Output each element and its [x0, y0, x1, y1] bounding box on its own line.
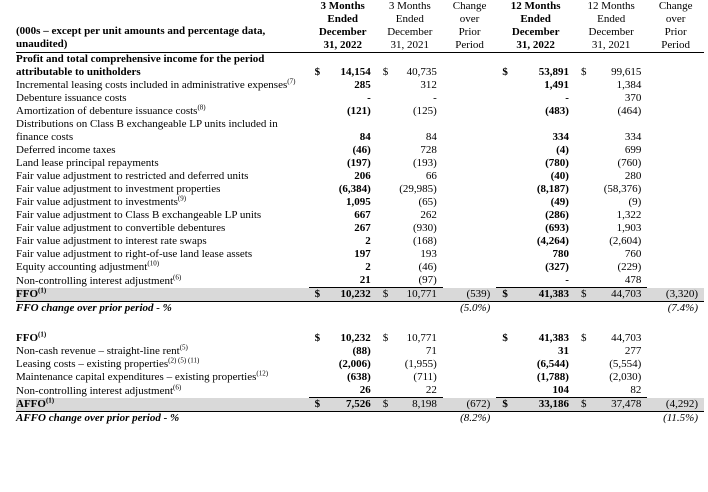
cell-q4-2021: (29,985): [399, 183, 437, 195]
cell-value: 7,526: [346, 398, 371, 410]
cell-fy-2022: -: [496, 274, 575, 288]
currency-symbol: $: [502, 66, 508, 78]
cell-q-change: (539): [443, 288, 496, 302]
cell-fy-2021: (229): [617, 261, 642, 273]
row-label: [16, 196, 309, 209]
row-label: Profit and total comprehensive income for the period attributable to unitholders: [16, 53, 309, 80]
currency-symbol: $: [580, 332, 587, 344]
header-col-q4-2021: [377, 0, 443, 53]
cell-q4-2022: 197: [354, 248, 371, 260]
table-row: [16, 384, 704, 398]
affo-total-row: [16, 398, 704, 412]
cell-fy-2022: (8,187): [536, 183, 569, 195]
header-col-q4-2022: [309, 0, 377, 53]
cell-fy-change: [647, 53, 704, 80]
cell-fy-change: [647, 157, 704, 170]
row-label: [16, 398, 309, 412]
table-row: [16, 157, 704, 170]
header-units-label: (000s – except per unit amounts and percentage data, unaudited): [16, 25, 266, 50]
affo-pct-row: [16, 412, 704, 426]
footnote-ref: (7): [287, 77, 296, 86]
currency-symbol: $: [314, 66, 321, 78]
header-text: Period: [455, 39, 484, 51]
row-label: Land lease principal repayments: [16, 157, 159, 169]
cell-fy-2022: (286): [545, 209, 569, 221]
cell-q-change: (5.0%): [460, 302, 491, 314]
row-label: Fair value adjustment to investment properties: [16, 183, 221, 195]
cell-fy-change: [647, 235, 704, 248]
cell-q4-2022: (46): [352, 144, 371, 156]
header-text: December: [588, 26, 634, 38]
footnote-ref: (10): [147, 259, 160, 268]
cell-q4-2021: [377, 288, 443, 302]
header-text: 31, 2022: [323, 39, 362, 51]
cell-fy-2021: (2,604): [609, 235, 642, 247]
cell-q4-2021: [377, 398, 443, 412]
cell-fy-2022: [496, 53, 575, 80]
cell-fy-change: [647, 261, 704, 274]
cell-q4-2021: (46): [418, 261, 437, 273]
cell-q-change: [443, 384, 496, 398]
header-text: Ended: [520, 13, 551, 25]
cell-fy-change: [647, 170, 704, 183]
cell-q4-2021: [377, 412, 443, 426]
cell-fy-change: (11.5%): [663, 412, 698, 424]
cell-q-change: [443, 235, 496, 248]
cell-q4-2022: (2,006): [338, 358, 371, 370]
cell-fy-2021: [575, 398, 647, 412]
cell-fy-2022: (780): [545, 157, 569, 169]
cell-q4-2021: 262: [420, 209, 437, 221]
row-label: Fair value adjustment to Class B exchangeable LP units: [16, 209, 262, 221]
cell-fy-2022: (693): [545, 222, 569, 234]
cell-fy-2021: 1,903: [616, 222, 642, 234]
cell-q4-2022: 267: [354, 222, 371, 234]
cell-q-change: [443, 209, 496, 222]
cell-fy-2021: [575, 288, 647, 302]
header-text: Prior: [458, 26, 481, 38]
header-text: Change: [658, 0, 693, 12]
table-row: [16, 196, 704, 209]
cell-q4-2021: (168): [413, 235, 437, 247]
cell-fy-2021: 370: [624, 92, 642, 104]
currency-symbol: $: [502, 332, 508, 344]
cell-q4-2022: [309, 53, 377, 80]
cell-q-change: [443, 183, 496, 196]
header-text: over: [459, 13, 480, 25]
cell-value: 10,771: [406, 288, 437, 300]
cell-fy-2021: (9): [628, 196, 642, 208]
cell-q4-2022: 84: [359, 131, 371, 143]
cell-q4-2022: 1,095: [346, 196, 371, 208]
footnote-ref: (12): [256, 369, 269, 378]
footnote-ref: (1): [38, 286, 47, 295]
label-text: Maintenance capital expenditures – existing properties: [16, 371, 257, 383]
currency-symbol: $: [314, 398, 321, 410]
table-row: [16, 209, 704, 222]
cell-value: 44,703: [611, 288, 642, 300]
row-label: Fair value adjustment to restricted and deferred units: [16, 170, 249, 182]
label-text: FFO: [16, 332, 38, 344]
cell-q4-2022: [309, 302, 377, 316]
row-label: [16, 79, 309, 92]
cell-value: 44,703: [611, 332, 642, 344]
currency-symbol: $: [314, 288, 321, 300]
row-label: Fair value adjustment to right-of-use land lease assets: [16, 248, 253, 260]
cell-value: 41,383: [538, 332, 569, 344]
cell-fy-2022: [496, 332, 575, 345]
label-text: Equity accounting adjustment: [16, 261, 148, 273]
cell-fy-2022: 104: [496, 384, 575, 398]
table-row: [16, 92, 704, 105]
label-text: Incremental leasing costs included in administrative expenses: [16, 79, 288, 91]
header-text: 31, 2021: [591, 39, 631, 51]
header-text: December: [387, 26, 433, 38]
cell-q4-2022: (197): [346, 157, 371, 169]
currency-symbol: $: [502, 288, 508, 300]
header-col-q-change: [443, 0, 496, 53]
cell-q4-2021: (97): [377, 274, 443, 288]
ffo-total-row: [16, 288, 704, 302]
spacer-row: [16, 315, 704, 332]
cell-q4-2022: (638): [346, 371, 371, 383]
cell-q-change: [443, 53, 496, 80]
cell-fy-change: (4,292): [647, 398, 704, 412]
cell-fy-change: [647, 274, 704, 288]
cell-q-change: [443, 358, 496, 371]
row-label: [16, 261, 309, 274]
label-text: FFO: [16, 288, 38, 300]
cell-fy-2021: 760: [624, 248, 642, 260]
currency-symbol: $: [382, 66, 389, 78]
header-text: over: [665, 13, 686, 25]
cell-fy-2022: (6,544): [536, 358, 569, 370]
table-row: [16, 170, 704, 183]
cell-fy-2021: (760): [617, 157, 642, 169]
spacer-cell: [16, 315, 704, 332]
row-label: [16, 105, 309, 118]
cell-fy-2022: (327): [545, 261, 569, 273]
cell-value: 10,232: [340, 288, 371, 300]
table-row: [16, 222, 704, 235]
cell-q4-2022: 285: [354, 79, 371, 91]
label-text: Leasing costs – existing properties: [16, 358, 169, 370]
header-text: December: [511, 26, 560, 38]
cell-fy-change: (3,320): [647, 288, 704, 302]
cell-fy-change: [647, 144, 704, 157]
table-row: [16, 248, 704, 261]
footnote-ref: (9): [177, 194, 187, 203]
currency-symbol: $: [314, 332, 321, 344]
label-text: AFFO: [16, 398, 46, 410]
cell-q-change: [443, 248, 496, 261]
label-text: Fair value adjustment to investments: [16, 196, 178, 208]
currency-symbol: $: [502, 398, 508, 410]
cell-q4-2022: [309, 288, 377, 302]
ffo-pct-row: [16, 302, 704, 316]
table-row: [16, 144, 704, 157]
cell-fy-2021: (58,376): [603, 183, 642, 195]
cell-fy-change: [647, 248, 704, 261]
cell-q4-2021: [377, 302, 443, 316]
footnote-ref: (2) (5) (11): [168, 356, 200, 365]
cell-q-change: [443, 144, 496, 157]
footnote-ref: (1): [45, 396, 55, 405]
table-row: [16, 345, 704, 358]
cell-value: 10,232: [340, 332, 371, 344]
header-text: Period: [661, 39, 691, 51]
row-label: [16, 384, 309, 398]
table-row: [16, 235, 704, 248]
table-row: [16, 358, 704, 371]
cell-fy-2022: [496, 288, 575, 302]
cell-q4-2021: (65): [418, 196, 437, 208]
cell-q4-2022: [309, 332, 377, 345]
footnote-ref: (1): [38, 330, 47, 339]
row-label: AFFO change over prior period - %: [16, 412, 180, 424]
cell-fy-change: [647, 196, 704, 209]
cell-q4-2021: (1,955): [404, 358, 437, 370]
cell-fy-change: [647, 358, 704, 371]
row-label: Fair value adjustment to interest rate swaps: [16, 235, 207, 247]
cell-fy-2022: (4): [556, 144, 569, 156]
header-text: 3 Months: [320, 0, 365, 12]
label-text: Non-controlling interest adjustment: [16, 274, 174, 287]
cell-q-change: [443, 345, 496, 358]
table-row: [16, 53, 704, 80]
cell-fy-2022: (483): [545, 105, 569, 117]
cell-fy-2021: 478: [575, 274, 647, 288]
cell-fy-2021: 277: [624, 345, 642, 357]
cell-q4-2021: (193): [413, 157, 437, 169]
cell-fy-2022: -: [565, 92, 569, 104]
cell-value: 37,478: [611, 398, 642, 410]
table-row: [16, 261, 704, 274]
table-header-row: [16, 0, 704, 53]
header-text: Change: [452, 0, 487, 12]
header-col-fy-2021: [575, 0, 647, 53]
cell-q4-2021: 66: [425, 170, 437, 182]
cell-q4-2021: [377, 332, 443, 345]
cell-fy-change: [647, 79, 704, 92]
cell-q4-2022: 26: [309, 384, 377, 398]
cell-q-change: [443, 92, 496, 105]
cell-q4-2021: (711): [413, 371, 437, 383]
cell-fy-2022: [496, 398, 575, 412]
cell-fy-change: [647, 92, 704, 105]
footnote-ref: (6): [173, 272, 182, 281]
row-label: Fair value adjustment to convertible debentures: [16, 222, 226, 234]
cell-fy-2022: (40): [550, 170, 569, 182]
footnote-ref: (8): [197, 103, 206, 112]
cell-fy-change: [647, 371, 704, 384]
cell-fy-2022: (1,788): [536, 371, 569, 383]
row-label: Debenture issuance costs: [16, 92, 127, 104]
cell-q4-2021: 71: [425, 345, 437, 357]
cell-value: 41,383: [538, 288, 569, 300]
header-text: Ended: [327, 13, 358, 25]
currency-symbol: $: [382, 398, 389, 410]
table-row: [16, 332, 704, 345]
cell-fy-2021: 699: [624, 144, 642, 156]
cell-fy-change: [647, 105, 704, 118]
row-label: [16, 332, 309, 345]
header-text: Ended: [597, 13, 626, 25]
footnote-ref: (5): [179, 343, 188, 352]
cell-fy-2021: 1,384: [616, 79, 642, 91]
cell-fy-2021: [575, 302, 647, 316]
cell-q4-2022: 21: [309, 274, 377, 288]
cell-fy-change: [647, 118, 704, 144]
cell-q4-2021: 84: [425, 131, 437, 143]
row-label: FFO change over prior period - %: [16, 302, 172, 314]
cell-fy-2022: 334: [552, 131, 569, 143]
cell-q4-2021: 312: [420, 79, 437, 91]
cell-value: 53,891: [538, 66, 569, 78]
cell-fy-2022: 1,491: [544, 79, 569, 91]
cell-fy-change: [647, 222, 704, 235]
cell-q4-2022: (121): [346, 105, 371, 117]
cell-q-change: [443, 222, 496, 235]
cell-q-change: (672): [443, 398, 496, 412]
table-row: [16, 79, 704, 92]
cell-value: 99,615: [611, 66, 642, 78]
cell-fy-change: [647, 209, 704, 222]
cell-value: 40,735: [406, 66, 437, 78]
cell-q4-2022: 2: [365, 235, 371, 247]
table-row: [16, 371, 704, 384]
header-text: 12 Months: [587, 0, 635, 12]
row-label: Deferred income taxes: [16, 144, 116, 156]
cell-fy-2021: [575, 412, 647, 426]
currency-symbol: $: [580, 288, 587, 300]
currency-symbol: $: [580, 66, 587, 78]
header-text: 12 Months: [510, 0, 561, 12]
header-col-fy-2022: [496, 0, 575, 53]
cell-q4-2021: [377, 53, 443, 80]
cell-q-change: [443, 371, 496, 384]
cell-q-change: [443, 274, 496, 288]
label-text: Amortization of debenture issuance costs: [16, 105, 198, 117]
ffo-affo-reconciliation-table: [16, 0, 704, 425]
cell-fy-2022: [496, 302, 575, 316]
header-text: Ended: [395, 13, 424, 25]
cell-q-change: [443, 170, 496, 183]
cell-fy-2021: 82: [575, 384, 647, 398]
header-text: Prior: [664, 26, 687, 38]
cell-fy-2021: (5,554): [609, 358, 642, 370]
cell-q4-2022: [309, 412, 377, 426]
table-row: [16, 274, 704, 288]
header-text: 31, 2021: [390, 39, 430, 51]
cell-q-change: [443, 79, 496, 92]
label-text: Non-controlling interest adjustment: [16, 384, 174, 397]
footnote-ref: (6): [173, 382, 182, 391]
cell-q-change: (8.2%): [460, 412, 491, 424]
cell-value: 14,154: [340, 66, 371, 78]
cell-fy-2021: 1,322: [616, 209, 642, 221]
table-row: [16, 118, 704, 144]
cell-fy-change: [647, 345, 704, 358]
header-text: December: [318, 26, 367, 38]
header-text: 3 Months: [388, 0, 431, 12]
cell-q-change: [443, 332, 496, 345]
currency-symbol: $: [580, 398, 587, 410]
row-label: [16, 345, 309, 358]
cell-q-change: [443, 105, 496, 118]
cell-q4-2021: 22: [377, 384, 443, 398]
cell-q4-2022: 206: [354, 170, 371, 182]
cell-q4-2021: 728: [420, 144, 437, 156]
cell-fy-2022: [496, 412, 575, 426]
cell-q4-2021: -: [433, 92, 437, 104]
label-text: Non-cash revenue – straight-line rent: [16, 345, 180, 357]
cell-fy-2022: 31: [557, 345, 569, 357]
cell-fy-2021: (2,030): [609, 371, 642, 383]
header-text: 31, 2022: [516, 39, 555, 51]
row-label: [16, 371, 309, 384]
cell-q-change: [443, 196, 496, 209]
cell-q-change: [443, 261, 496, 274]
cell-fy-change: [647, 183, 704, 196]
cell-q-change: [443, 157, 496, 170]
cell-fy-change: (7.4%): [667, 302, 698, 314]
cell-q4-2022: 2: [365, 261, 371, 273]
row-label: Distributions on Class B exchangeable LP units included in finance costs: [16, 118, 278, 143]
cell-fy-2021: [575, 332, 647, 345]
row-label: [16, 274, 309, 288]
cell-fy-2021: (464): [617, 105, 642, 117]
cell-q4-2021: (125): [413, 105, 437, 117]
cell-q4-2021: 193: [420, 248, 437, 260]
cell-fy-2021: 280: [624, 170, 642, 182]
cell-fy-change: [647, 384, 704, 398]
cell-q4-2022: 667: [354, 209, 371, 221]
cell-q4-2022: -: [367, 92, 371, 104]
cell-fy-2022: (4,264): [536, 235, 569, 247]
cell-q4-2022: (6,384): [338, 183, 371, 195]
row-label: [16, 288, 309, 302]
cell-q4-2022: (88): [352, 345, 371, 357]
table-row: [16, 183, 704, 196]
currency-symbol: $: [382, 332, 389, 344]
cell-value: 10,771: [406, 332, 437, 344]
cell-value: 8,198: [412, 398, 437, 410]
cell-value: 33,186: [538, 398, 569, 410]
cell-q4-2021: (930): [413, 222, 437, 234]
header-col-fy-change: [647, 0, 704, 53]
table-row: [16, 105, 704, 118]
cell-q-change: [443, 118, 496, 144]
cell-fy-2022: 780: [552, 248, 569, 260]
cell-q4-2022: [309, 398, 377, 412]
cell-fy-change: [647, 332, 704, 345]
currency-symbol: $: [382, 288, 389, 300]
cell-fy-2021: 334: [624, 131, 642, 143]
cell-fy-2022: (49): [550, 196, 569, 208]
cell-fy-2021: [575, 53, 647, 80]
